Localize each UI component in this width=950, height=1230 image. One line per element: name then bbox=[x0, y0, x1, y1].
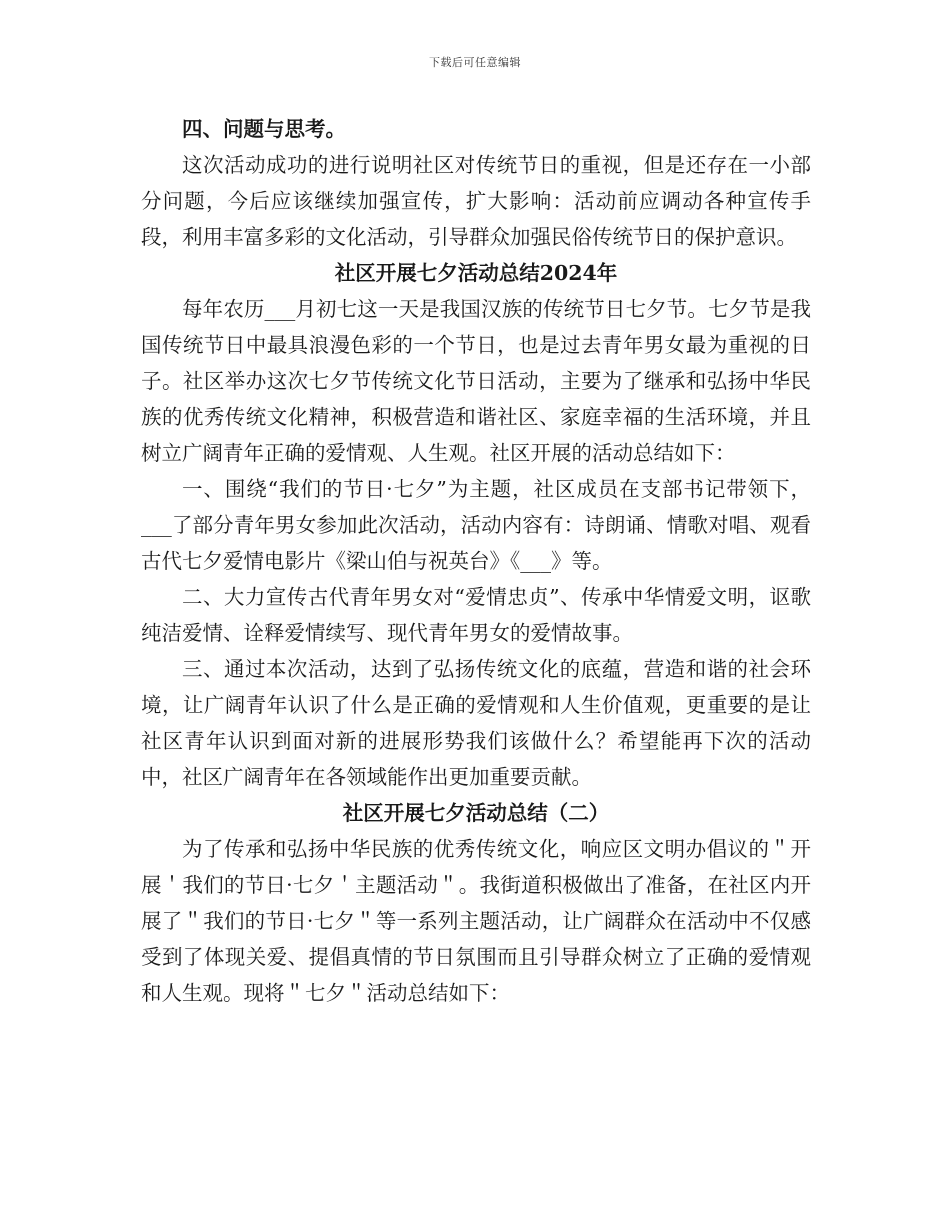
article-two-paragraph-intro: 为了传承和弘扬中华民族的优秀传统文化，响应区文明办倡议的＂开展＇我们的节日·七夕＇主题活动＂。我街道积极做出了准备，在社区内开展了＂我们的节日·七夕＂等一系列主题活动，让广阔群众在活动中不仅感受到了体现关爱、提倡真情的节日氛围而且引导群众树立了正确的爱情观和人生观。现将＂七夕＂活动总结如下： bbox=[141, 837, 811, 1005]
section-four-heading: 四、问题与思考。 bbox=[182, 117, 346, 141]
header-note: 下载后可任意编辑 bbox=[429, 56, 521, 69]
article-2024-paragraph-two: 二、大力宣传古代青年男女对“爱情忠贞”、传承中华情爱文明，讴歌纯洁爱情、诠释爱情续写、现代青年男女的爱情故事。 bbox=[141, 585, 811, 645]
section-four-paragraph: 这次活动成功的进行说明社区对传统节日的重视，但是还存在一小部分问题，今后应该继续加强宣传，扩大影响：活动前应调动各种宣传手段，利用丰富多彩的文化活动，引导群众加强民俗传统节日的保护意识。 bbox=[141, 153, 811, 249]
article-2024-paragraph-one: 一、围绕“我们的节日·七夕”为主题，社区成员在支部书记带领下，___了部分青年男女参加此次活动，活动内容有：诗朗诵、情歌对唱、观看古代七夕爱情电影片《梁山伯与祝英台》《___》等。 bbox=[141, 477, 811, 573]
article-2024-paragraph-intro: 每年农历___月初七这一天是我国汉族的传统节日七夕节。七夕节是我国传统节日中最具浪漫色彩的一个节日，也是过去青年男女最为重视的日子。社区举办这次七夕节传统文化节日活动，主要为了继承和弘扬中华民族的优秀传统文化精神，积极营造和谐社区、家庭幸福的生活环境，并且树立广阔青年正确的爱情观、人生观。社区开展的活动总结如下： bbox=[141, 297, 811, 465]
article-two-title: 社区开展七夕活动总结（二） bbox=[342, 801, 610, 825]
document-body bbox=[141, 111, 811, 1011]
article-2024-paragraph-three: 三、通过本次活动，达到了弘扬传统文化的底蕴，营造和谐的社会环境，让广阔青年认识了什么是正确的爱情观和人生价值观，更重要的是让社区青年认识到面对新的进展形势我们该做什么？希望能再下次的活动中，社区广阔青年在各领域能作出更加重要贡献。 bbox=[141, 657, 811, 789]
article-2024-title: 社区开展七夕活动总结2024年 bbox=[334, 261, 618, 285]
